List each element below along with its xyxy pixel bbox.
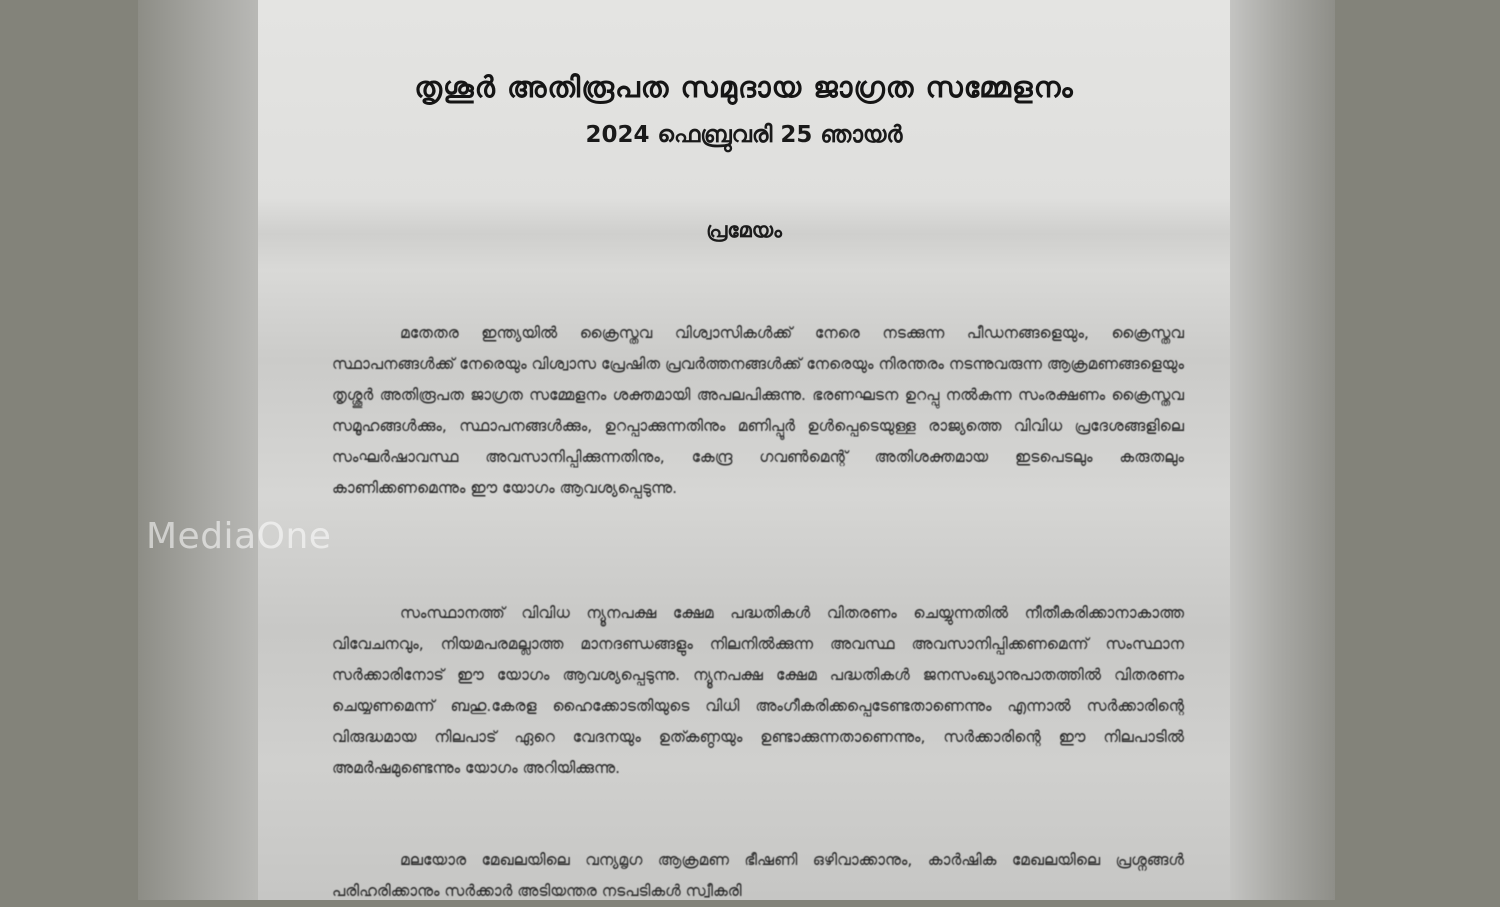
channel-watermark: MediaOne — [146, 516, 332, 557]
paragraph-3: മലയോര മേഖലയിലെ വന്യമൃഗ ആക്രമണ ഭീഷണി ഒഴിവാക്കാനും, കാർഷിക മേഖലയിലെ പ്രശ്നങ്ങൾ പരിഹരിക്കാനും സർക്കാർ അടിയന്തര നടപടികൾ സ്വീകരി — [332, 851, 1184, 900]
document-page — [258, 0, 1230, 900]
paragraph-1: മതേതര ഇന്ത്യയിൽ ക്രൈസ്തവ വിശ്വാസികൾക്ക് നേരെ നടക്കുന്ന പീഡനങ്ങളെയും, ക്രൈസ്തവ സ്ഥാപനങ്ങൾക്ക് നേരെയും വിശ്വാസ പ്രേഷിത പ്രവർത്തനങ്ങൾക്ക് നേരെയും നിരന്തരം നടന്നുവരുന്ന ആക്രമണങ്ങളെയും തൃശ്ശൂർ അതിരൂപത ജാഗ്രത സമ്മേളനം ശക്തമായി അപലപിക്കുന്നു. ഭരണഘടന ഉറപ്പു നൽകുന്ന സംരക്ഷണം ക്രൈസ്തവ സമൂഹങ്ങൾക്കും, സ്ഥാപനങ്ങൾക്കും, ഉറപ്പാക്കുന്നതിനും മണിപ്പൂർ ഉൾപ്പെടെയുള്ള രാജ്യത്തെ വിവിധ പ്രദേശങ്ങളിലെ സംഘർഷാവസ്ഥ അവസാനിപ്പിക്കുന്നതിനും, കേന്ദ്ര ഗവൺമെന്റ് അതിശക്തമായ ഇടപെടലും കരുതലും കാണിക്കണമെന്നും ഈ യോഗം ആവശ്യപ്പെടുന്നു. — [332, 324, 1184, 497]
document-title: തൃശൂർ അതിരൂപത സമുദായ ജാഗ്രത സമ്മേളനം — [414, 70, 1074, 104]
blurred-background-right — [1230, 0, 1335, 900]
resolution-heading: പ്രമേയം — [706, 218, 782, 242]
document-date: 2024 ഫെബ്രുവരി 25 ഞായർ — [585, 122, 903, 148]
blurred-background-left — [138, 0, 260, 900]
paragraph-2: സംസ്ഥാനത്ത് വിവിധ ന്യൂനപക്ഷ ക്ഷേമ പദ്ധതികൾ വിതരണം ചെയ്യുന്നതിൽ നീതീകരിക്കാനാകാത്ത വിവേചനവും, നിയമപരമല്ലാത്ത മാനദണ്ഡങ്ങളും നിലനിൽക്കുന്ന അവസ്ഥ അവസാനിപ്പിക്കണമെന്ന് സംസ്ഥാന സർക്കാരിനോട് ഈ യോഗം ആവശ്യപ്പെടുന്നു. ന്യൂനപക്ഷ ക്ഷേമ പദ്ധതികൾ ജനസംഖ്യാനുപാതത്തിൽ വിതരണം ചെയ്യണമെന്ന് ബഹു.കേരള ഹൈക്കോടതിയുടെ വിധി അംഗീകരിക്കപ്പെടേണ്ടതാണെന്നും എന്നാൽ സർക്കാരിന്റെ വിരുദ്ധമായ നിലപാട് ഏറെ വേദനയും ഉത്കണ്ഠയും ഉണ്ടാക്കുന്നതാണെന്നും, സർക്കാരിന്റെ ഈ നിലപാടിൽ അമർഷമുണ്ടെന്നും യോഗം അറിയിക്കുന്നു. — [332, 604, 1184, 777]
